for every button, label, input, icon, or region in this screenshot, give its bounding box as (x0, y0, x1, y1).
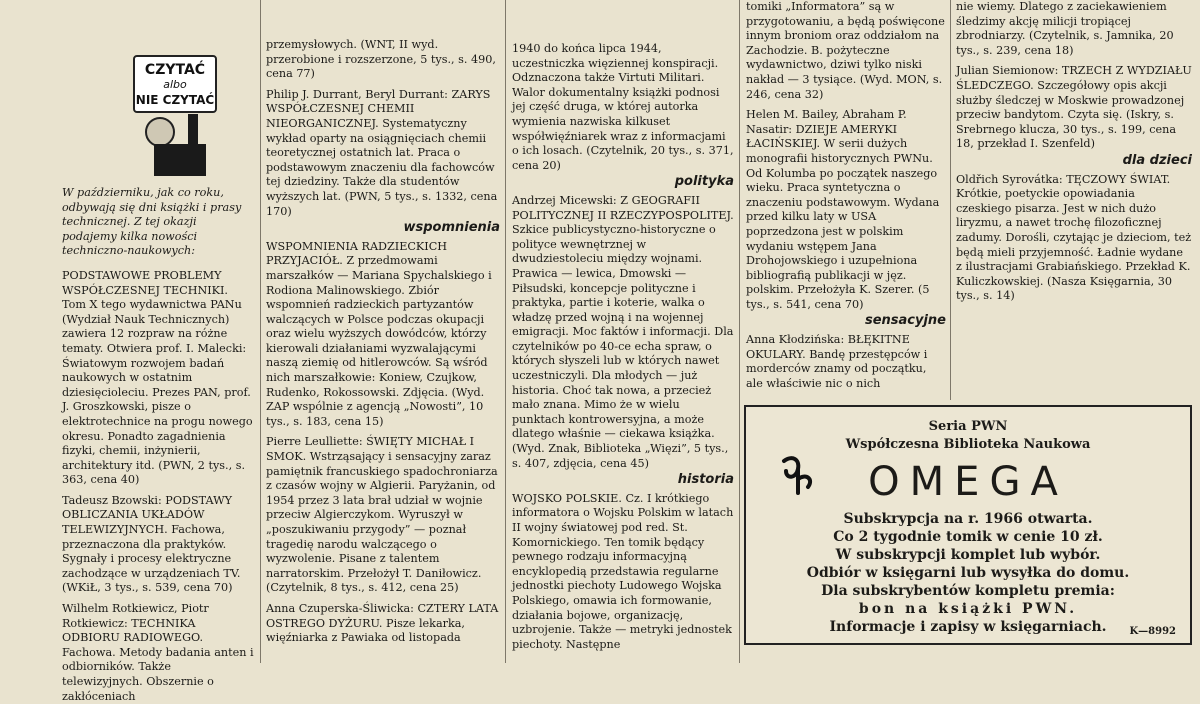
ad-line: W subskrypcji komplet lub wybór. (835, 547, 1101, 563)
article: 1940 do końca lipca 1944, uczestniczka więziennej konspiracji. Odznaczona także Virtuti Militari. Walor dokumentalny książki podnosi jej część druga, w której autorka wymienia nazwiska kilkuset współwięźniarek wraz z informacjami o ich losach. (Czytelnik, 20 tys., s. 371, cena 20) (512, 42, 734, 172)
article: WSPOMNIENIA RADZIECKICH PRZYJACIÓŁ. Z przedmowami marszałków — Mariana Spychalskiego i Rodiona Malinowskiego. Zbiór wspomnień radzieckich partyzantów walczących w Polsce podczas okupacji oraz wielu wyższych dowódców, którzy kierowali działaniami wyzwalającymi naszą ziemię od hitlerowców. Są wśród nich marszałkowie: Koniew, Czujkow, Rudenko, Rokossowski. Zdjęcia. (Wyd. ZAP wspólnie z agencją „Nowosti”, 10 tys., s. 183, cena 15) (266, 239, 492, 428)
omega-title: OMEGA (868, 459, 1068, 505)
ad-line: Informacje i zapisy w księgarniach. (829, 619, 1107, 635)
ad-line: Co 2 tygodnie tomik w cenie 10 zł. (833, 529, 1103, 545)
series-label: Seria PWN (928, 419, 1008, 434)
logo-text-middle: albo (163, 78, 187, 91)
logo-text-top: CZYTAĆ (144, 62, 206, 78)
column-rule (739, 0, 740, 663)
logo-text-bottom: NIE CZYTAĆ (135, 93, 215, 107)
ad-line: bon na książki PWN. (858, 601, 1078, 617)
article: Wilhelm Rotkiewicz, Piotr Rotkiewicz: TECHNIKA ODBIORU RADIOWEGO. Fachowa. Metody badania anten i odbiorników. Także telewizyjnych. Obszernie o zakłóceniach (62, 602, 254, 703)
article: nie wiemy. Dlatego z zaciekawieniem śledzimy akcję milicji tropiącej zbrodniarzy. (Czytelnik, s. Jamnika, 20 tys., s. 239, cena 18) (956, 0, 1174, 57)
column-3 (512, 0, 734, 663)
column-2 (266, 0, 500, 663)
article: Philip J. Durrant, Beryl Durrant: ZARYS WSPÓŁCZESNEJ CHEMII NIEORGANICZNEJ. Systematyczny wykład oparty na osiągnięciach chemii teoretycznej ostatnich lat. Praca o podstawowym znaczeniu dla fachowców tej dziedziny. Także dla studentów wyższych lat. (PWN, 5 tys., s. 1332, cena 170) (266, 87, 498, 218)
section-heading-sensacyjne: sensacyjne (864, 313, 946, 329)
column-rule (950, 0, 951, 400)
article: Anna Kłodzińska: BŁĘKITNE OKULARY. Bandę przestępców i morderców znamy od początku, ale właściwie nic o nich (746, 333, 928, 390)
article: PODSTAWOWE PROBLEMY WSPÓŁCZESNEJ TECHNIKI. Tom X tego wydawnictwa PANu (Wydział Nauk Technicznych) zawiera 12 rozpraw na różne tematy. Otwiera prof. I. Malecki: Światowym rozwojem badań naukowych w ostatnim dziesięcioleciu. Prezes PAN, prof. J. Groszkowski, pisze o elektrotechnice na progu nowego okresu. Ponadto zagadnienia fizyki, chemii, inżynierii, architektury itd. (PWN, 2 tys., s. 363, cena 40) (62, 268, 253, 487)
column-1 (62, 0, 254, 703)
article: Julian Siemionow: TRZECH Z WYDZIAŁU ŚLEDCZEGO. Szczegółowy opis akcji służby śledczej w Moskwie prowadzonej przeciw bandytom. Czyta się. (Iskry, s. Srebrnego klucza, 30 tys., s. 199, cena 18, przekład I. Szenfeld) (956, 64, 1192, 151)
article: Anna Czuperska-Śliwicka: CZTERY LATA OSTREGO DYŻURU. Pisze lekarka, więźniarka z Pawiaka od listopada (266, 601, 499, 645)
section-heading-polityka: polityka (674, 174, 734, 190)
section-heading-wspomnienia: wspomnienia (403, 220, 500, 236)
column-rule (260, 0, 261, 663)
article: Andrzej Micewski: Z GEOGRAFII POLITYCZNEJ II RZECZYPOSPOLITEJ. Szkice publicystyczno-historyczne o polityce wewnętrznej w dwudziestoleciu między wojnami. Prawica — lewica, Dmowski — Piłsudski, koncepcje polityczne i praktyka, partie i koterie, walka o władzę przed wojną i na wojennej emigracji. Moc faktów i informacji. Dla czytelników po 40-ce echa spraw, o których słyszeli lub w których nawet uczestniczyli. Dla młodych — już historia. Choć tak nowa, a przecież mało znana. Mimo że w wielu punktach kontrowersyjna, a może dlatego właśnie — ciekawa książka. (Wyd. Znak, Biblioteka „Więzi”, 5 tys., s. 407, zdjęcia, cena 45) (512, 193, 734, 470)
column-5 (956, 0, 1192, 400)
section-heading-historia: historia (677, 472, 734, 488)
omega-advertisement (744, 405, 1192, 645)
column-rule (505, 0, 506, 663)
column-4 (746, 0, 946, 400)
ad-line: Odbiór w księgarni lub wysyłka do domu. (806, 565, 1130, 581)
ad-line: Dla subskrybentów kompletu premia: (821, 583, 1115, 599)
library-label: Współczesna Biblioteka Naukowa (845, 437, 1091, 452)
article: WOJSKO POLSKIE. Cz. I krótkiego informatora o Wojsku Polskim w latach II wojny światowej pod red. St. Komornickiego. Ten tomik będący pewnego rodzaju informacyjną encyklopedią przedstawia regularne jednostki piechoty Ludowego Wojska Polskiego, omawia ich formowanie, działania bojowe, organizację, uzbrojenie. Także — metryki jednostek piechoty. Następne (512, 491, 734, 651)
intro-text: W październiku, jak co roku, odbywają się dni książki i prasy technicznej. Z tej okazji podajemy kilka nowości techniczno-naukowych: (62, 186, 242, 258)
article: przemysłowych. (WNT, II wyd. przerobione i rozszerzone, 5 tys., s. 490, cena 77) (266, 38, 496, 81)
article: Helen M. Bailey, Abraham P. Nasatir: DZIEJE AMERYKI ŁACIŃSKIEJ. W serii dużych monografii historycznych PWNu. Od Kolumba po początek naszego wieku. Praca syntetyczna o znaczeniu podstawowym. Wydana przed kilku laty w USA poprzedzona jest w polskim wydaniu wstępem Jana Drohojowskiego i uzupełniona bibliografią publikacji w jęz. polskim. Przełożyła K. Szerer. (5 tys., s. 541, cena 70) (746, 108, 940, 311)
article: Oldřich Syrovátka: TĘCZOWY ŚWIAT. Krótkie, poetyckie opowiadania czeskiego pisarza. Jest w nich dużo liryzmu, a nawet trochę filozoficznej zadumy. Dorośli, czytając je dzieciom, też będą mieli przyjemność. Ładnie wydane z ilustracjami Grabiańskiego. Przekład K. Kuliczkowskiej. (Nasza Księgarnia, 30 tys., s. 14) (956, 172, 1192, 303)
section-heading-dla-dzieci: dla dzieci (1122, 152, 1192, 168)
ad-line: Subskrypcja na r. 1966 otwarta. (843, 511, 1093, 527)
article: Tadeusz Bzowski: PODSTAWY OBLICZANIA UKŁADÓW TELEWIZYJNYCH. Fachowa, przeznaczona dla praktyków. Sygnały i procesy elektryczne zachodzące w urządzeniach TV. (WKiŁ, 3 tys., s. 539, cena 70) (62, 493, 241, 595)
article: tomiki „Informatora” są w przygotowaniu, a będą poświęcone innym broniom oraz oddziałom na Zachodzie. B. pożyteczne wydawnictwo, dziwi tylko niski nakład — 3 tysiące. (Wyd. MON, s. 246, cena 32) (746, 0, 945, 101)
ad-reference-code: K—8992 (1129, 626, 1176, 637)
article: Pierre Leulliette: ŚWIĘTY MICHAŁ I SMOK. Wstrząsający i sensacyjny zaraz pamiętnik francuskiego spadochroniarza z czasów wojny w Algierii. Paryżanin, od 1954 przez 3 lata brał udział w wojnie przeciw Algierczykom. Wyruszył w „poszukiwaniu przygody” — poznał tragedię narodu walczącego o wyzwolenie. Pisane z talentem narratorskim. Przełożył T. Daniłowicz. (Czytelnik, 8 tys., s. 412, cena 25) (266, 435, 498, 595)
